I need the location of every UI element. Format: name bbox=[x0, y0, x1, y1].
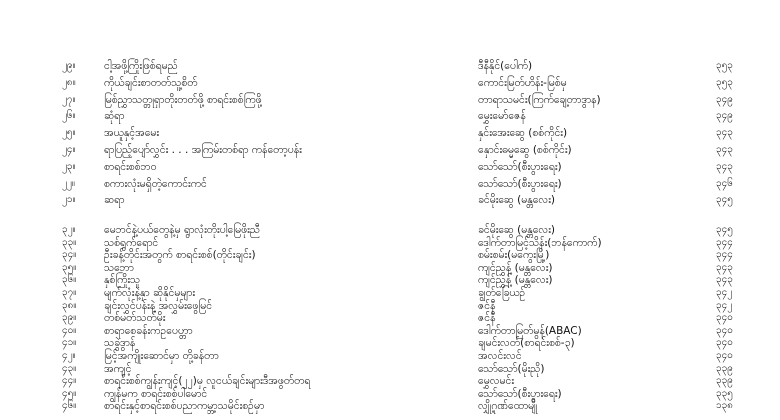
entry-author: နှောင်းဓမ္မဆွေ (စစ်ကိုင်း) bbox=[478, 144, 572, 156]
toc-entry bbox=[0, 108, 780, 124]
entry-number: ၃၅။ bbox=[62, 261, 77, 273]
entry-title: သခွဲဒွာန် bbox=[104, 337, 136, 350]
entry-author: သော်သော်(စီးပွားရေး) bbox=[478, 177, 562, 190]
entry-number: ၄၄။ bbox=[62, 375, 77, 387]
entry-page-number: ၁၃၈ bbox=[716, 400, 733, 412]
entry-author: စမ်းစမ်း(မကွေးမြို့) bbox=[478, 249, 550, 262]
entry-title: သဘော bbox=[104, 261, 134, 274]
entry-page-number: ၃၃၅ bbox=[716, 387, 733, 399]
entry-page-number: ၃၄၃ bbox=[716, 160, 733, 172]
entry-page-number: ၃၄၆ bbox=[716, 177, 733, 189]
entry-number: ၂၉။ bbox=[62, 60, 76, 71]
entry-title: ချင်းလွှင်ပန်းနဲ့ အလွှမ်းဖွေမြင် bbox=[104, 299, 213, 312]
entry-author: ခင်မိုးဆွေ (မန္တလေး) bbox=[478, 224, 556, 236]
entry-page-number: ၃၃၉ bbox=[716, 362, 733, 374]
entry-page-number: ၃၄၂ bbox=[716, 287, 733, 298]
entry-page-number: ၃၅၃ bbox=[716, 76, 733, 88]
entry-page-number: ၃၄၃ bbox=[716, 261, 733, 273]
entry-title: ဆုံရာ bbox=[104, 110, 125, 123]
entry-page-number: ၃၄၃ bbox=[716, 127, 733, 139]
toc-entry bbox=[0, 159, 780, 175]
entry-number: ၄၅။ bbox=[62, 387, 77, 399]
entry-number: ၂၃။ bbox=[62, 160, 76, 172]
toc-entry bbox=[0, 398, 780, 414]
toc-entry bbox=[0, 192, 780, 208]
entry-author: ချမင်းလတ်(စာရင်းစစ်-၃) bbox=[478, 337, 575, 350]
entry-number: ၂၅။ bbox=[62, 127, 76, 139]
entry-number: ၃၃။ bbox=[62, 236, 77, 248]
entry-author: ကျင်ညွှန့် (မန္တလေး) bbox=[478, 274, 553, 287]
entry-page-number: ၃၅၃ bbox=[716, 60, 733, 71]
entry-number: ၂၂။ bbox=[62, 177, 75, 189]
entry-title: မေဘင်နဲ့ပယ်တွေနဲ့မှ ရွာလုံးတိုးပါ့မြေဖိုးညီ bbox=[104, 224, 260, 236]
entry-title: တစ်မတ်သတ်မိုး bbox=[104, 312, 166, 325]
entry-author: သော်သော်(မိုးညို) bbox=[478, 362, 545, 375]
entry-title: စာရင်းစစ်ဘဝ bbox=[104, 160, 157, 173]
entry-page-number: ၃၄၅ bbox=[716, 194, 733, 206]
entry-title: ကိုယ်ချင်းစာတတ်သူ့စိတ် bbox=[104, 76, 198, 89]
entry-author: ခင်မိုးဆွေ (မန္တလေး) bbox=[478, 194, 556, 207]
entry-page-number: ၃၄၃ bbox=[716, 144, 733, 155]
entry-number: ၄၁။ bbox=[62, 337, 77, 349]
entry-author: ချွတ်ခြေယဉ် bbox=[478, 287, 526, 299]
entry-title: ဦးခန့်တိုင်းအတွက် စာရင်းစစ်(တိုင်းချင်း) bbox=[104, 249, 256, 262]
entry-title: နှစ်ကြိုးသူ bbox=[104, 274, 141, 287]
entry-page-number: ၃၄၉ bbox=[716, 93, 733, 105]
entry-page-number: ၃၄၀ bbox=[716, 337, 733, 349]
entry-number: ၂၈။ bbox=[62, 76, 76, 88]
entry-number: ၃၈။ bbox=[62, 299, 77, 311]
entry-author: ဒီနီနိုင်(ပေါက်) bbox=[478, 60, 533, 72]
entry-author: တာရာသမင်း(ကြက်ချေ့တာဒွာန) bbox=[478, 93, 601, 106]
toc-entry bbox=[0, 176, 780, 192]
entry-title: စာရာစေခန်းကဥပေဟ္တာ bbox=[104, 324, 193, 337]
entry-number: ၃၆။ bbox=[62, 274, 77, 286]
entry-number: ၄၂။ bbox=[62, 350, 76, 361]
entry-title: ဆရာ bbox=[104, 194, 125, 207]
entry-title: အယူနှင့်အမေး bbox=[104, 127, 160, 140]
entry-title: စကားလုံးမရှိတဲ့ကောင်းကင် bbox=[104, 177, 207, 190]
entry-title: ငါ့အဖို့ကြိုးဖြစ်ရမည် bbox=[104, 60, 178, 72]
entry-page-number: ၃၄၀ bbox=[716, 350, 733, 361]
entry-number: ၄၀။ bbox=[62, 324, 77, 336]
entry-number: ၃၇။ bbox=[62, 287, 77, 298]
entry-title: အကျင့် bbox=[104, 362, 132, 375]
entry-number: ၃၂။ bbox=[62, 224, 76, 235]
entry-title: သစ်ရွက်ရောင် bbox=[104, 236, 159, 249]
entry-author: ကျင်ညွှန့် (မန္တလေး) bbox=[478, 261, 553, 274]
entry-author: နှင်းအေးဆွေ (စစ်ကိုင်း) bbox=[478, 127, 568, 140]
entry-title: ကျွန်မက စာရင်းစစ်ပါမောင် bbox=[104, 387, 208, 400]
entry-title: မြင့်အကျိုးဆောင်မှာ တို့ခန်တာ bbox=[104, 350, 219, 362]
entry-title: ရာပြည့်ပျော်လွှင်း . . . အကြမ်းတစ်ရာ ကန်တော့ပန်း bbox=[104, 144, 302, 156]
entry-page-number: ၃၄၅ bbox=[716, 224, 733, 235]
entry-author: ကောင်းမြတ်ဟိန်း-မြစ်မှ bbox=[478, 76, 567, 89]
entry-number: ၃၄။ bbox=[62, 249, 77, 261]
entry-author: သော်သော်(စီးပွားရေး) bbox=[478, 160, 562, 173]
entry-page-number: ၃၄၀ bbox=[716, 324, 733, 336]
entry-page-number: ၃၄၄ bbox=[716, 236, 733, 248]
entry-page-number: ၃၄၃ bbox=[716, 274, 733, 286]
entry-page-number: ၃၃၉ bbox=[716, 375, 733, 387]
entry-author: ဇင်နီ bbox=[478, 299, 496, 312]
entry-number: ၂၁။ bbox=[62, 194, 76, 206]
entry-page-number: ၃၄၀ bbox=[716, 312, 733, 324]
entry-author: ဒေါက်တာမြင့်သိန်း(ဘန်ကောက်) bbox=[478, 236, 602, 249]
entry-title: စာရင်းစစ်ကျွန်းကျင့်(၂၂)မှ လူငယ်ချင်းများဒီအဖွတ်တရ bbox=[104, 375, 311, 388]
entry-author: သော်သော်(စီးပွားရေး) bbox=[478, 387, 562, 400]
toc-entry bbox=[0, 92, 780, 108]
toc-entry bbox=[0, 58, 780, 74]
toc-entry bbox=[0, 142, 780, 158]
entry-author: ဒေါက်တာမြတ်မွန်(ABAC) bbox=[478, 324, 582, 337]
entry-author: မွှေလမင်း bbox=[478, 375, 515, 388]
toc-entry bbox=[0, 125, 780, 141]
entry-number: ၄၆။ bbox=[62, 400, 77, 412]
entry-title: စာရင်းနှင့်စာရင်းစစ်ပညာကမ္ဘာ့သမိုင်းစဉ်မှာ bbox=[104, 400, 265, 413]
entry-page-number: ၃၄၄ bbox=[716, 249, 733, 261]
entry-author: ဇင်နီ bbox=[478, 312, 496, 325]
entry-number: ၃၉။ bbox=[62, 312, 77, 324]
entry-title: မြစ်ညွှာသတ္တုရှာတိုးတတ်ဖို့ စာရင်းစစ်ကြဖို့ bbox=[104, 93, 262, 106]
entry-title: မျက်လုံးနဲ့နှာ ဆိုနိုင်မှများ bbox=[104, 287, 195, 299]
entry-number: ၄၃။ bbox=[62, 362, 77, 374]
entry-page-number: ၃၄၂ bbox=[716, 299, 733, 311]
toc-entry bbox=[0, 75, 780, 91]
entry-number: ၂၇။ bbox=[62, 93, 76, 105]
entry-author: မွှေးမော်ဇေန် bbox=[478, 110, 526, 123]
entry-number: ၂၆။ bbox=[62, 110, 76, 122]
entry-number: ၂၄။ bbox=[62, 144, 76, 155]
entry-page-number: ၃၄၉ bbox=[716, 110, 733, 122]
entry-author: အလင်းလင် bbox=[478, 350, 522, 362]
entry-author: လျှို့ဂုဏ်ထောမျို bbox=[478, 400, 538, 413]
